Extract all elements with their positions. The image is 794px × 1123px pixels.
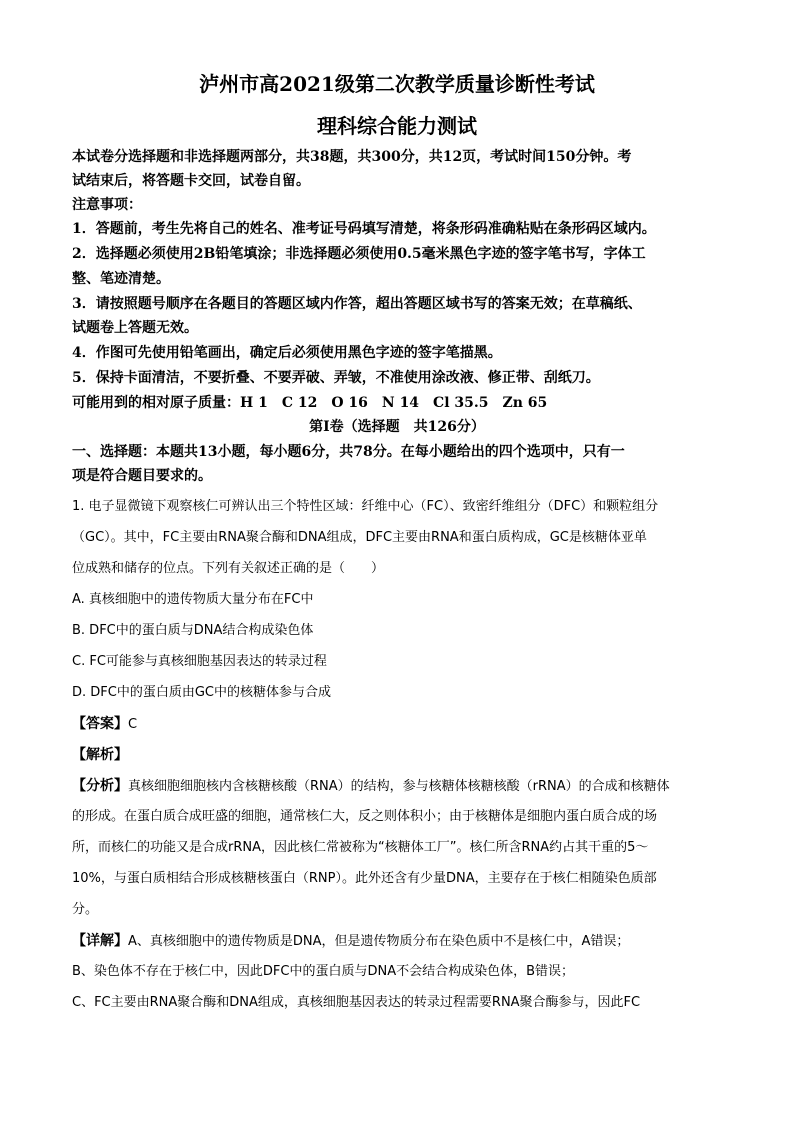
notice-line: 2．选择题必须使用2B铅笔填涂；非选择题必须使用0.5毫米黑色字迹的签字笔书写，字体工 <box>72 246 646 262</box>
detail-text: A、真核细胞中的遗传物质是DNA，但是遗传物质分布在染色质中不是核仁中，A错误； <box>128 934 630 949</box>
analysis-label: 【分析】 <box>72 778 128 794</box>
analysis-line <box>72 777 732 796</box>
question-stem-line: （GC）。其中，FC主要由RNA聚合酶和DNA组成，DFC主要由RNA和蛋白质构成，GC是核糖体亚单 <box>72 530 647 545</box>
option-a: A. 真核细胞中的遗传物质大量分布在FC中 <box>72 592 314 607</box>
option-c: C. FC可能参与真核细胞基因表达的转录过程 <box>72 654 327 669</box>
section-title: 第Ⅰ卷（选择题 共126分） <box>309 419 485 435</box>
detail-line: B、染色体不存在于核仁中，因此DFC中的蛋白质与DNA不会结合构成染色体，B错误； <box>72 964 575 979</box>
answer-label: 【答案】 <box>72 716 128 732</box>
answer-value: C <box>128 717 138 732</box>
section-instruction: 一、选择题：本题共13小题，每小题6分，共78分。在每小题给出的四个选项中，只有一 <box>72 444 625 460</box>
notice-line: 试题卷上答题无效。 <box>72 320 198 336</box>
analysis-line: 的形成。在蛋白质合成旺盛的细胞，通常核仁大，反之则体积小；由于核糖体是细胞内蛋白质合成的场 <box>72 809 658 824</box>
analysis-line: 10%，与蛋白质相结合形成核糖核蛋白（RNP）。此外还含有少量DNA，主要存在于核仁相随染色质部 <box>72 871 657 886</box>
option-d: D. DFC中的蛋白质由GC中的核糖体参与合成 <box>72 685 331 700</box>
detail-line: C、FC主要由RNA聚合酶和DNA组成，真核细胞基因表达的转录过程需要RNA聚合酶参与，因此FC <box>72 995 641 1010</box>
detail-label: 【详解】 <box>72 933 128 949</box>
atomic-masses: 可能用到的相对原子质量：H 1 C 12 O 16 N 14 Cl 35.5 Zn 65 <box>72 395 548 411</box>
question-stem-line: 1. 电子显微镜下观察核仁可辨认出三个特性区域：纤维中心（FC）、致密纤维组分（DFC）和颗粒组分 <box>72 499 659 514</box>
detail-line <box>72 932 732 951</box>
answer-line <box>72 715 732 734</box>
notice-line: 4．作图可先使用铅笔画出，确定后必须使用黑色字迹的签字笔描黑。 <box>72 345 502 361</box>
notice-line: 3．请按照题号顺序在各题目的答题区域内作答，超出答题区域书写的答案无效；在草稿纸、 <box>72 296 642 312</box>
question-stem-line: 位成熟和储存的位点。下列有关叙述正确的是（ ） <box>72 561 385 576</box>
analysis-heading: 【解析】 <box>72 747 128 763</box>
section-instruction: 项是符合题目要求的。 <box>72 468 212 484</box>
notice-line: 1．答题前，考生先将自己的姓名、准考证号码填写清楚，将条形码准确粘贴在条形码区域内。 <box>72 221 656 237</box>
exam-title: 泸州市高2021级第二次教学质量诊断性考试 <box>199 72 595 96</box>
analysis-text: 真核细胞细胞核内含核糖核酸（RNA）的结构，参与核糖体核糖核酸（rRNA）的合成和核糖体 <box>128 779 670 794</box>
notice-line: 5．保持卡面清洁，不要折叠、不要弄破、弄皱，不准使用涂改液、修正带、刮纸刀。 <box>72 370 600 386</box>
notice-line: 整、笔迹清楚。 <box>72 271 170 287</box>
option-b: B. DFC中的蛋白质与DNA结合构成染色体 <box>72 623 314 638</box>
analysis-line: 所，而核仁的功能又是合成rRNA，因此核仁常被称为“核糖体工厂”。核仁所含RNA约占其干重的5～ <box>72 840 649 855</box>
exam-subtitle: 理科综合能力测试 <box>317 114 477 138</box>
notice-heading: 注意事项： <box>72 197 142 213</box>
analysis-line: 分。 <box>72 902 99 917</box>
intro-line: 试结束后，将答题卡交回，试卷自留。 <box>72 173 310 189</box>
intro-line: 本试卷分选择题和非选择题两部分，共38题，共300分，共12页，考试时间150分钟。考 <box>72 149 632 165</box>
